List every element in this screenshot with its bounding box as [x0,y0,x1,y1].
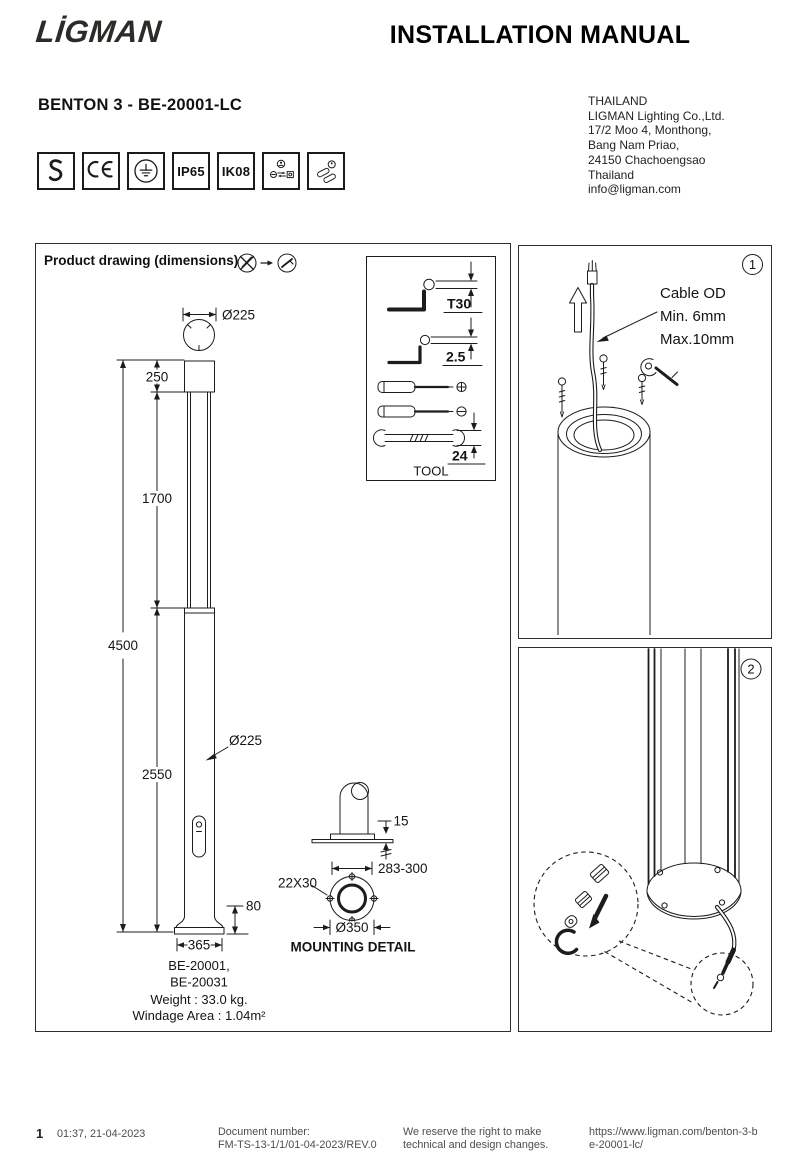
product-drawing-panel [35,243,511,1032]
pull-up-arrow-icon [570,288,587,333]
footer-document-number [218,1126,377,1152]
svg-text:1700: 1700 [141,491,173,506]
svg-text:Ø350: Ø350 [335,920,369,935]
cable-od-note [597,285,735,348]
ip-rating-label: IP65 [177,163,205,179]
hex-key-drawing [389,318,482,366]
dim-base-width [177,938,222,953]
phillips-screwdriver-drawing [378,382,466,393]
step1-panel [518,245,772,639]
address-line: 17/2 Moo 4, Monthong, [588,123,712,138]
dim-pole-diameter [206,733,263,761]
pole-base-cylinder [558,407,650,635]
svg-text:T30: T30 [447,295,472,312]
dim-base-height [227,899,261,935]
svg-text:2: 2 [747,661,755,677]
hanging-cable-gland [714,907,734,988]
dim-plate-thickness [378,814,409,860]
certification-row [37,152,345,190]
gland-exploded-parts [556,864,609,954]
detail-link-line [619,941,694,970]
document-number-value: FM-TS-13-1/1/01-04-2023/REV.0 [218,1139,377,1152]
svg-text:Min. 6mm: Min. 6mm [660,308,726,325]
flat-screwdriver-drawing [378,406,466,417]
screwdriver-direction-icon [262,152,300,190]
svg-text:22X30: 22X30 [278,875,318,891]
svg-text:24: 24 [452,447,468,464]
svg-text:2.5: 2.5 [446,348,466,365]
svg-text:TOOL: TOOL [413,463,449,479]
svg-text:BE-20031: BE-20031 [170,974,228,990]
page-title: INSTALLATION MANUAL [389,21,691,49]
step2-illustration [519,648,768,1028]
detail-link-line [605,952,694,1004]
dim-embed-depth [332,861,428,876]
svg-text:4500: 4500 [107,638,139,653]
svg-text:283-300: 283-300 [378,861,428,876]
pole-internal-tubes [649,649,740,884]
detail-source-circle [691,953,753,1015]
svg-text:2550: 2550 [141,767,173,782]
tools-handling-icon [307,152,345,190]
company-address [588,94,725,197]
torx-key-drawing [389,262,482,313]
model-labels [133,958,267,1023]
footer-product-url[interactable]: https://www.ligman.com/benton-3-be-20001-lc/ [589,1126,758,1152]
svg-text:1: 1 [748,257,757,272]
pole-elevation [175,361,225,934]
svg-text:Max.10mm: Max.10mm [660,331,735,348]
product-heading: BENTON 3 - BE-20001-LC [38,96,242,114]
ik-rating-badge [217,152,255,190]
page-number: 1 [36,1126,44,1141]
ligman-logo: LİGMAN [34,14,164,49]
pole-top-view [184,320,215,351]
base-plate [647,863,741,919]
pole-dimension-drawing [36,244,507,1028]
svg-text:Ø225: Ø225 [229,733,263,748]
svg-text:Weight : 33.0 kg.: Weight : 33.0 kg. [150,992,248,1007]
mounting-detail [278,783,428,955]
footer-rights-note: We reserve the right to make technical and design changes. [403,1126,549,1152]
clamp-tool [641,359,678,385]
earth-ground-icon [127,152,165,190]
step1-illustration [519,246,768,635]
step2-panel [518,647,772,1032]
svg-text:BE-20001,: BE-20001, [168,958,230,973]
screws [558,355,645,417]
svg-text:Ø225: Ø225 [222,307,256,323]
address-line: Thailand [588,167,635,182]
svg-text:15: 15 [393,813,409,829]
svg-text:MOUNTING DETAIL: MOUNTING DETAIL [290,939,416,955]
ik-rating-label: IK08 [221,163,251,179]
address-line: 24150 Chachoengsao [588,152,706,167]
company-email[interactable]: info@ligman.com [588,182,681,197]
dim-cap-height [143,360,171,392]
svg-text:Cable OD: Cable OD [660,285,726,302]
tool-box [367,257,496,481]
footer-timestamp: 01:37, 21-04-2023 [57,1128,146,1140]
svg-text:Windage Area : 1.04m²: Windage Area : 1.04m² [132,1008,266,1023]
document-number-label: Document number: [218,1126,310,1138]
step1-badge [743,255,763,275]
dim-total-height [108,360,138,932]
svg-text:80: 80 [246,898,262,914]
ip-rating-badge [172,152,210,190]
wrench-drawing [373,413,485,464]
dim-mid-section [140,392,174,608]
address-line: Bang Nam Priao, [588,138,680,153]
svg-text:250: 250 [145,369,169,385]
suspension-hook-icon [37,152,75,190]
c-clip-part [556,930,576,953]
address-line: THAILAND [588,94,648,108]
svg-text:365: 365 [187,937,211,953]
dim-flange-diameter [314,920,390,935]
address-line: LIGMAN Lighting Co.,Ltd. [588,108,725,123]
drawing-title: Product drawing (dimensions) [44,253,239,268]
ce-mark-icon [82,152,120,190]
dim-slot-size [278,876,327,896]
dim-lower-section [140,608,174,932]
mounting-flange-plan [326,873,378,925]
step2-badge [741,659,761,679]
